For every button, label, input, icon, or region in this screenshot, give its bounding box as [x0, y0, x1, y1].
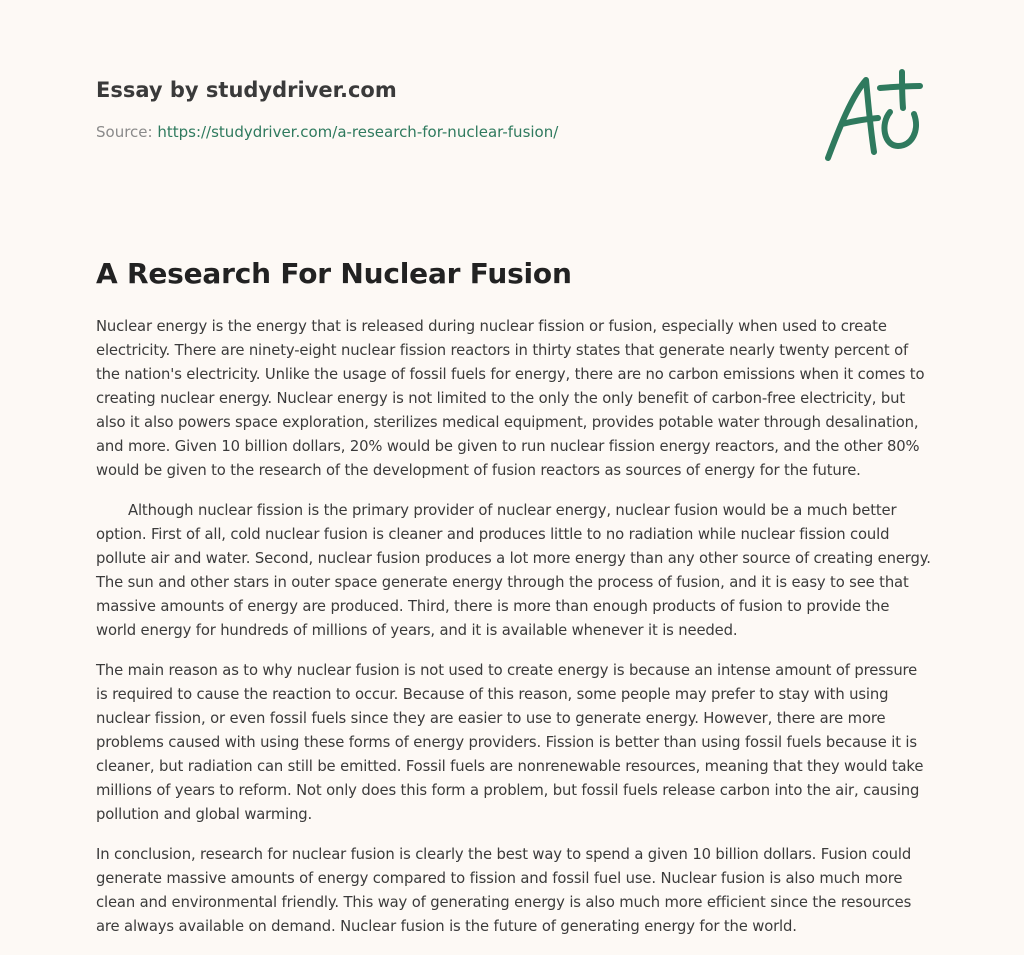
a-plus-logo-icon: [818, 66, 928, 166]
essay-by-heading: Essay by studydriver.com: [96, 78, 397, 102]
essay-paragraph: The main reason as to why nuclear fusion is not used to create energy is because an intense amount of pressure is required to cause the reaction to occur. Because of this reason, some people may prefer to stay with using nuclear fission, or even fossil fuels since they are easier to use to generate energy. However, there are more problems caused with using these forms of energy providers. Fission is better than using fossil fuels because it is cleaner, but radiation can still be emitted. Fossil fuels are nonrenewable resources, meaning that they would take millions of years to reform. Not only does this form a problem, but fossil fuels release carbon into the air, causing pollution and global warming.: [96, 662, 924, 823]
essay-paragraph: Nuclear energy is the energy that is released during nuclear fission or fusion, especially when used to create electricity. There are ninety-eight nuclear fission reactors in thirty states that generate nearly twenty percent of the nation's electricity. Unlike the usage of fossil fuels for energy, there are no carbon emissions when it comes to creating nuclear energy. Nuclear energy is not limited to the only the only benefit of carbon-free electricity, but also it also powers space exploration, sterilizes medical equipment, provides potable water through desalination, and more. Given 10 billion dollars, 20% would be given to run nuclear fission energy reactors, and the other 80% would be given to the research of the development of fusion reactors as sources of energy for the future.: [96, 318, 925, 479]
essay-header: [96, 76, 796, 142]
source-label: Source:: [96, 123, 158, 141]
essay-paragraph: In conclusion, research for nuclear fusion is clearly the best way to spend a given 10 billion dollars. Fusion could generate massive amounts of energy compared to fission and fossil fuel use. Nuclear fusion is also much more clean and environmental friendly. This way of generating energy is also much more efficient since the resources are always available on demand. Nuclear fusion is the future of generating energy for the world.: [96, 846, 912, 935]
essay-paragraph: Although nuclear fission is the primary provider of nuclear energy, nuclear fusion would be a much better option. First of all, cold nuclear fusion is cleaner and produces little to no radiation while nuclear fission could pollute air and water. Second, nuclear fusion produces a lot more energy than any other source of creating energy. The sun and other stars in outer space generate energy through the process of fusion, and it is easy to see that massive amounts of energy are produced. Third, there is more than enough products of fusion to provide the world energy for hundreds of millions of years, and it is available whenever it is needed.: [96, 502, 931, 639]
source-link[interactable]: https://studydriver.com/a-research-for-nuclear-fusion/: [157, 123, 559, 141]
essay-title: A Research For Nuclear Fusion: [96, 257, 572, 290]
source-line: [96, 122, 796, 142]
essay-body: [96, 315, 932, 955]
